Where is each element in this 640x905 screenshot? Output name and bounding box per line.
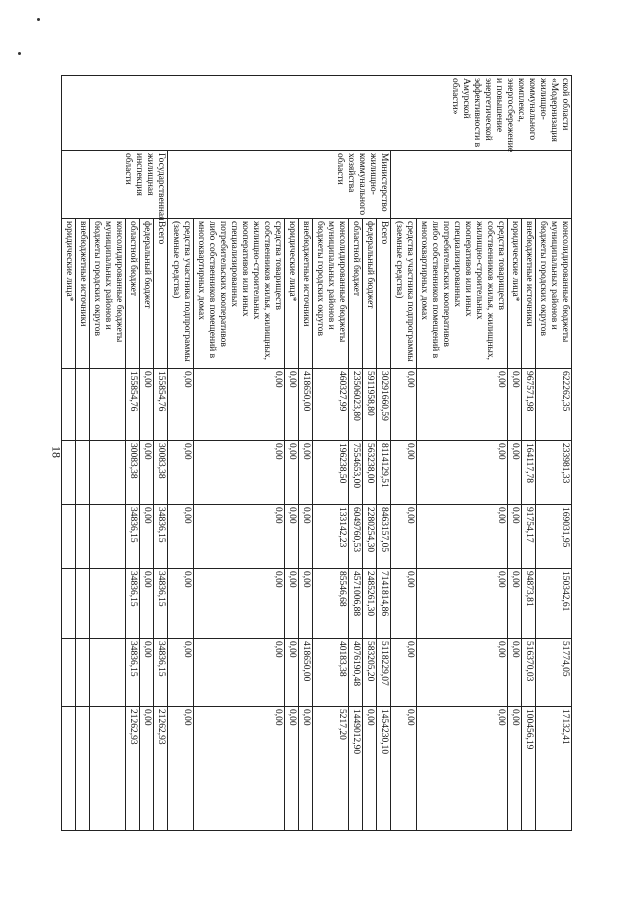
amount-cell: 0,00	[285, 441, 299, 505]
amount-cell	[90, 441, 126, 505]
amount-cell: 30291660,59	[377, 369, 391, 441]
amount-cell: 6049760,53	[349, 505, 363, 569]
funding-source-cell: Всего	[154, 219, 168, 369]
amount-cell: 34836,15	[126, 639, 140, 707]
amount-cell: 34836,15	[126, 505, 140, 569]
amount-cell: 0,00	[299, 505, 313, 569]
amount-cell: 583205,20	[363, 639, 377, 707]
amount-cell: 196238,50	[313, 441, 349, 505]
amount-cell: 0,00	[363, 707, 377, 831]
amount-cell	[76, 639, 90, 707]
amount-cell: 8463157,05	[377, 505, 391, 569]
amount-cell: 150342,61	[536, 569, 572, 639]
funding-source-cell: внебюджетные источники	[299, 219, 313, 369]
amount-cell: 34836,15	[154, 505, 168, 569]
amount-cell: 233981,33	[536, 441, 572, 505]
amount-cell: 0,00	[417, 441, 508, 505]
amount-cell: 0,00	[194, 707, 285, 831]
amount-cell: 5911958,80	[363, 369, 377, 441]
amount-cell: 0,00	[391, 441, 417, 505]
amount-cell: 622262,35	[536, 369, 572, 441]
funding-source-cell: юридические лица*	[285, 219, 299, 369]
amount-cell: 51774,05	[536, 639, 572, 707]
amount-cell: 0,00	[508, 707, 522, 831]
amount-cell	[90, 707, 126, 831]
rotated-page-content	[64, 75, 572, 830]
funding-source-cell: консолидированные бюджеты муниципальных районов и бюджеты городских округов	[313, 219, 349, 369]
amount-cell: 100456,19	[522, 707, 536, 831]
amount-cell: 0,00	[299, 441, 313, 505]
amount-cell: 40183,38	[313, 639, 349, 707]
amount-cell: 85546,68	[313, 569, 349, 639]
amount-cell: 17132,41	[536, 707, 572, 831]
funding-table	[61, 75, 572, 831]
amount-cell: 516370,03	[522, 639, 536, 707]
amount-cell: 0,00	[299, 707, 313, 831]
amount-cell: 5217,20	[313, 707, 349, 831]
amount-cell: 164117,78	[522, 441, 536, 505]
rotated-table-area	[64, 75, 572, 830]
amount-cell: 34836,15	[126, 569, 140, 639]
amount-cell: 0,00	[285, 569, 299, 639]
amount-cell: 0,00	[391, 639, 417, 707]
amount-cell: 0,00	[299, 569, 313, 639]
amount-cell	[76, 369, 90, 441]
funding-source-cell: консолидированные бюджеты муниципальных районов и бюджеты городских округов	[536, 219, 572, 369]
amount-cell: 5118229,07	[377, 639, 391, 707]
funding-source-cell: средства товариществ собственников жилья, жилищных, жилищно-строительных кооперативов или иных специализированных потребительских кооперативов либо собственников помещений в многоквартирных домах	[194, 219, 285, 369]
amount-cell: 34836,15	[154, 639, 168, 707]
amount-cell: 0,00	[194, 441, 285, 505]
amount-cell: 133142,23	[313, 505, 349, 569]
funding-source-cell: юридические лица*	[508, 219, 522, 369]
amount-cell	[62, 441, 76, 505]
amount-cell: 7141814,86	[377, 569, 391, 639]
amount-cell: 0,00	[168, 369, 194, 441]
funding-source-cell: Всего	[377, 219, 391, 369]
amount-cell: 2280254,30	[363, 505, 377, 569]
amount-cell	[90, 569, 126, 639]
executor-cell: Государственная жилищная инспекция области	[62, 151, 168, 219]
amount-cell: 30083,38	[126, 441, 140, 505]
amount-cell: 23506023,80	[349, 369, 363, 441]
amount-cell: 0,00	[194, 369, 285, 441]
amount-cell: 0,00	[140, 369, 154, 441]
program-name-cell: ской области «Модернизация жилищно-коммунального комплекса, энергосбережение и повышение энергетической эффективности в Амурской области»	[62, 76, 572, 151]
amount-cell: 169031,95	[536, 505, 572, 569]
amount-cell: 460327,99	[313, 369, 349, 441]
funding-source-cell: областной бюджет	[126, 219, 140, 369]
funding-source-cell: областной бюджет	[349, 219, 363, 369]
amount-cell: 0,00	[417, 569, 508, 639]
amount-cell: 967571,98	[522, 369, 536, 441]
amount-cell: 1449012,90	[349, 707, 363, 831]
amount-cell	[62, 569, 76, 639]
page-number: 18	[49, 446, 64, 458]
executor-cell	[391, 151, 572, 219]
amount-cell: 0,00	[140, 707, 154, 831]
table-row	[154, 76, 168, 831]
amount-cell: 155854,76	[126, 369, 140, 441]
amount-cell: 155854,76	[154, 369, 168, 441]
amount-cell: 2485261,30	[363, 569, 377, 639]
amount-cell: 418650,00	[299, 369, 313, 441]
amount-cell: 0,00	[508, 441, 522, 505]
amount-cell: 21262,93	[126, 707, 140, 831]
amount-cell: 0,00	[285, 369, 299, 441]
amount-cell: 0,00	[508, 639, 522, 707]
amount-cell: 0,00	[140, 505, 154, 569]
amount-cell: 0,00	[140, 569, 154, 639]
amount-cell: 0,00	[194, 569, 285, 639]
amount-cell: 0,00	[417, 369, 508, 441]
amount-cell	[76, 441, 90, 505]
amount-cell: 0,00	[140, 441, 154, 505]
table-row	[377, 76, 391, 831]
amount-cell: 0,00	[508, 569, 522, 639]
funding-source-cell: средства товариществ собственников жилья, жилищных, жилищно-строительных кооперативов или иных специализированных потребительских кооперативов либо собственников помещений в многоквартирных домах	[417, 219, 508, 369]
amount-cell: 563238,00	[363, 441, 377, 505]
amount-cell: 7554653,00	[349, 441, 363, 505]
amount-cell: 0,00	[391, 505, 417, 569]
amount-cell: 0,00	[417, 639, 508, 707]
amount-cell	[76, 505, 90, 569]
funding-source-cell: федеральный бюджет	[363, 219, 377, 369]
amount-cell: 0,00	[391, 569, 417, 639]
amount-cell	[62, 639, 76, 707]
amount-cell: 0,00	[194, 505, 285, 569]
amount-cell: 418650,00	[299, 639, 313, 707]
amount-cell	[90, 639, 126, 707]
funding-source-cell: внебюджетные источники	[522, 219, 536, 369]
amount-cell: 0,00	[417, 707, 508, 831]
amount-cell	[76, 707, 90, 831]
amount-cell: 0,00	[168, 505, 194, 569]
amount-cell: 0,00	[508, 505, 522, 569]
amount-cell	[62, 369, 76, 441]
amount-cell: 0,00	[391, 707, 417, 831]
amount-cell: 0,00	[285, 639, 299, 707]
amount-cell: 0,00	[391, 369, 417, 441]
amount-cell: 1454230,10	[377, 707, 391, 831]
amount-cell: 0,00	[168, 707, 194, 831]
amount-cell: 34836,15	[154, 569, 168, 639]
funding-source-cell: юридические лица*	[62, 219, 76, 369]
funding-source-cell: внебюджетные источники	[76, 219, 90, 369]
scan-speck	[18, 52, 21, 55]
amount-cell: 8114129,51	[377, 441, 391, 505]
amount-cell	[90, 369, 126, 441]
amount-cell: 4571006,88	[349, 569, 363, 639]
amount-cell: 0,00	[140, 639, 154, 707]
amount-cell: 21262,93	[154, 707, 168, 831]
amount-cell: 0,00	[285, 707, 299, 831]
amount-cell: 0,00	[417, 505, 508, 569]
amount-cell: 0,00	[285, 505, 299, 569]
executor-cell: Министерство жилищно-коммунального хозяйства области	[168, 151, 391, 219]
amount-cell	[62, 707, 76, 831]
amount-cell	[76, 569, 90, 639]
amount-cell: 91754,17	[522, 505, 536, 569]
scan-speck	[37, 18, 40, 21]
amount-cell	[62, 505, 76, 569]
table-row	[536, 76, 572, 831]
funding-source-cell: федеральный бюджет	[140, 219, 154, 369]
funding-source-cell: консолидированные бюджеты муниципальных районов и бюджеты городских округов	[90, 219, 126, 369]
amount-cell: 0,00	[168, 569, 194, 639]
amount-cell: 30083,38	[154, 441, 168, 505]
funding-source-cell: средства участника подпрограммы (заемные средства)	[391, 219, 417, 369]
amount-cell: 0,00	[508, 369, 522, 441]
amount-cell: 0,00	[168, 639, 194, 707]
amount-cell	[90, 505, 126, 569]
amount-cell: 0,00	[194, 639, 285, 707]
funding-source-cell: средства участника подпрограммы (заемные средства)	[168, 219, 194, 369]
amount-cell: 94873,81	[522, 569, 536, 639]
amount-cell: 4076190,48	[349, 639, 363, 707]
amount-cell: 0,00	[168, 441, 194, 505]
